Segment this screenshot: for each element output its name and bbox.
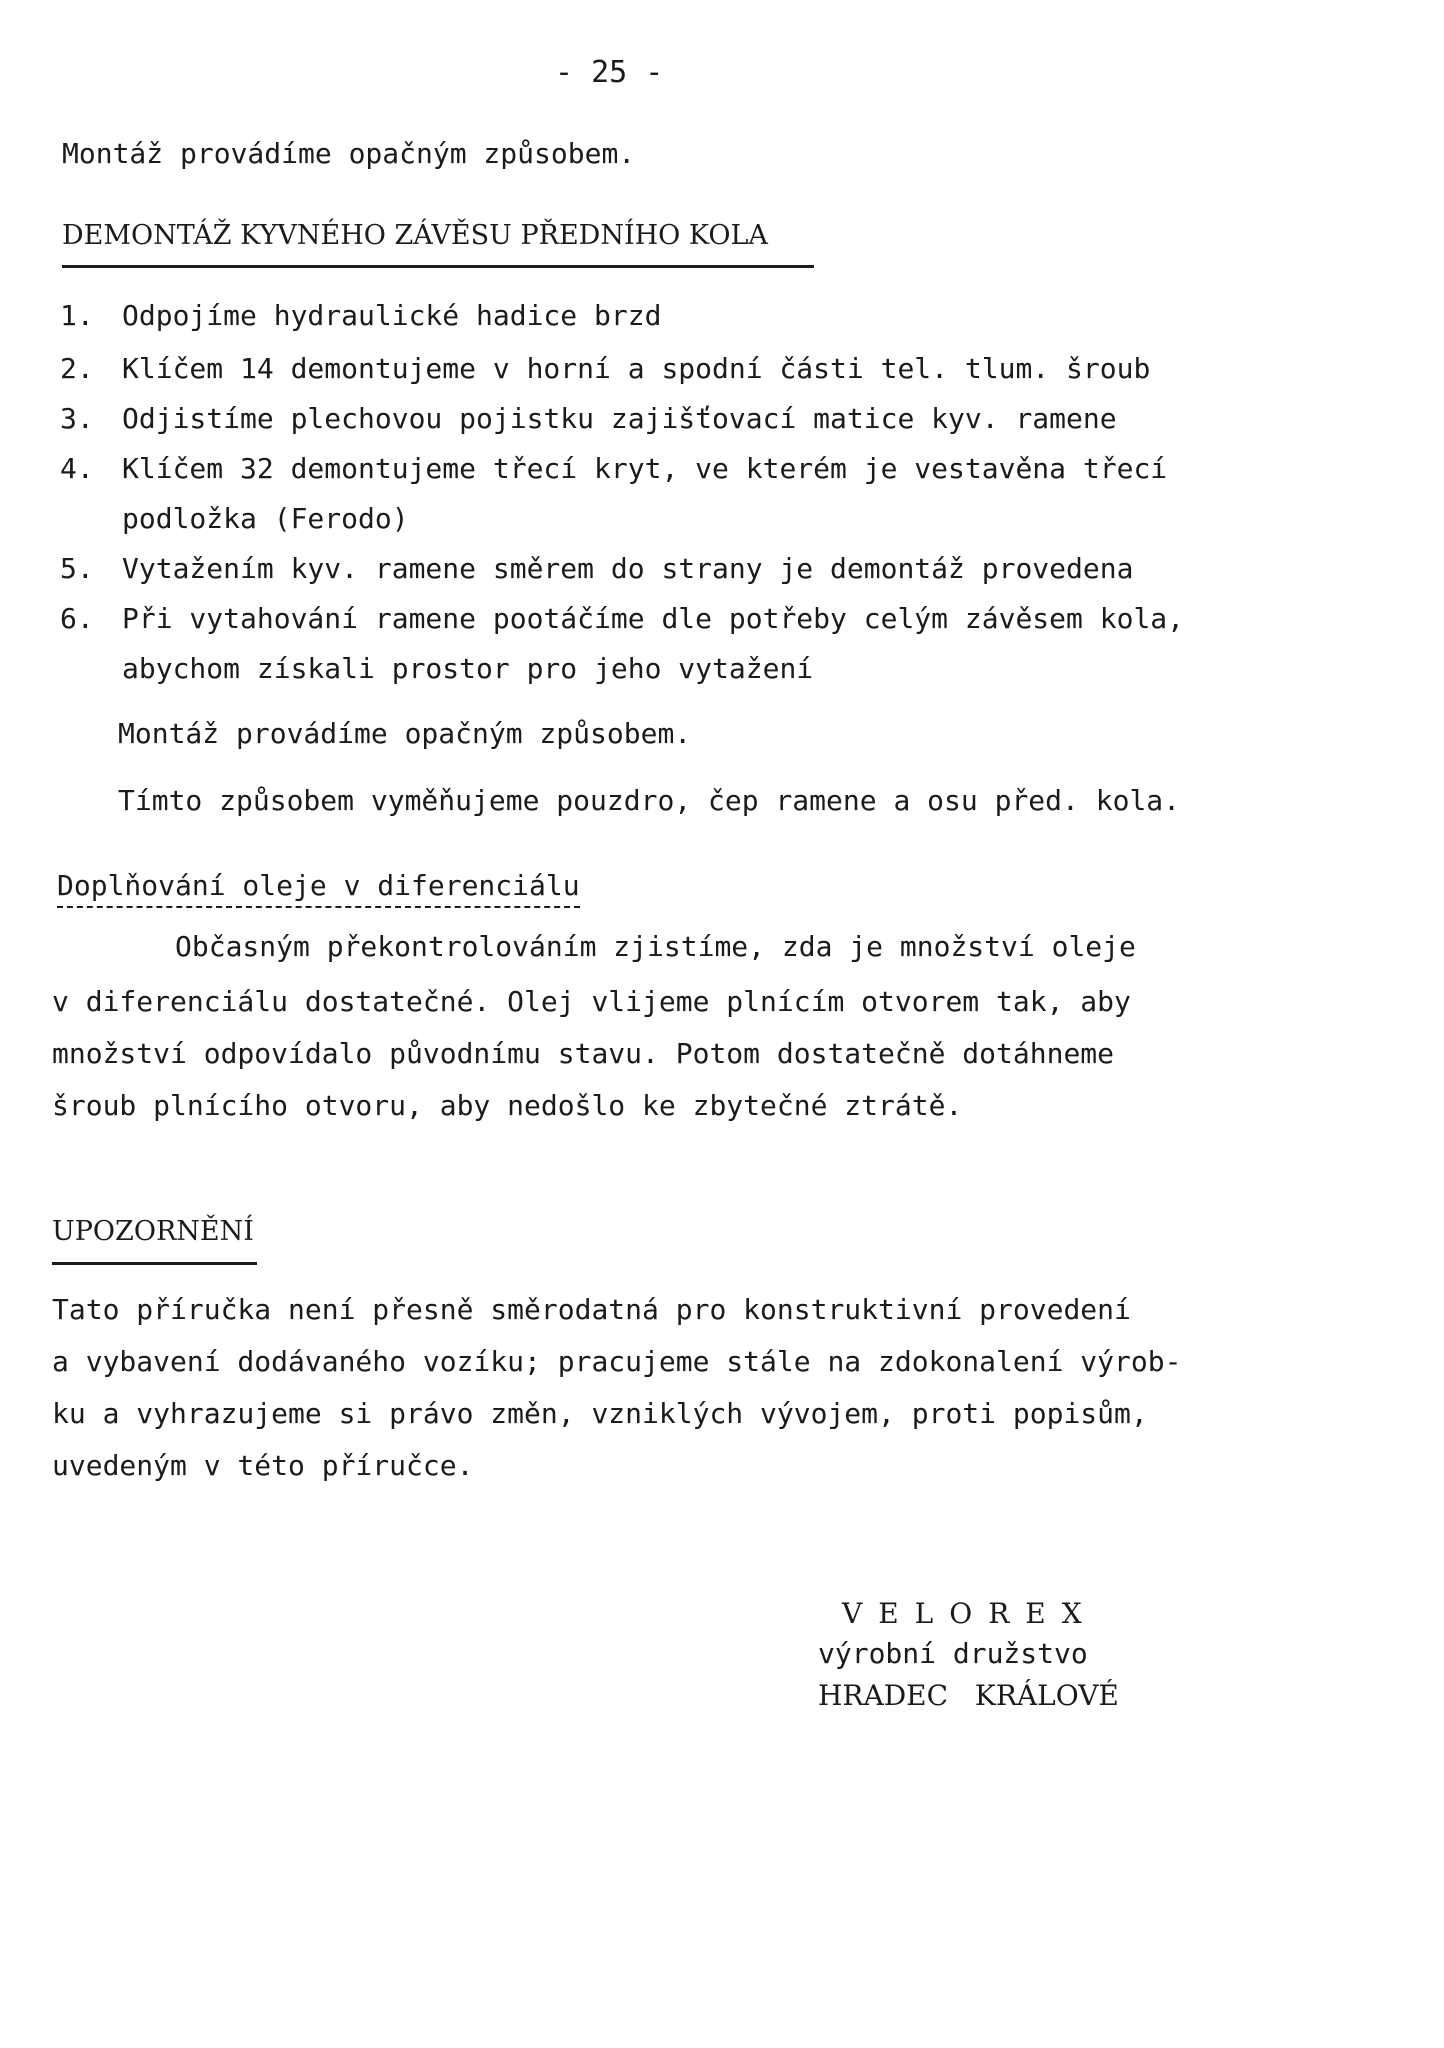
step-text-continuation: abychom získali prostor pro jeho vytažení <box>122 652 814 685</box>
paragraph-line: a vybavení dodávaného vozíku; pracujeme stále na zdokonalení výrob- <box>52 1345 1182 1378</box>
step-text: Klíčem 32 demontujeme třecí kryt, ve kterém je vestavěna třecí <box>122 452 1168 485</box>
section-heading-warning: UPOZORNĚNÍ <box>52 1216 254 1247</box>
step-text: Odpojíme hydraulické hadice brzd <box>122 299 662 332</box>
step-text-continuation: podložka (Ferodo) <box>122 502 409 535</box>
paragraph-line: Tato příručka není přesně směrodatná pro konstruktivní provedení <box>52 1293 1131 1326</box>
company-type: výrobní družstvo <box>818 1637 1088 1670</box>
intro-sentence: Montáž provádíme opačným způsobem. <box>62 137 636 170</box>
paragraph-line: ku a vyhrazujeme si právo změn, vzniklých vývojem, proti popisům, <box>52 1397 1148 1430</box>
paragraph-line: množství odpovídalo původnímu stavu. Potom dostatečně dotáhneme <box>52 1037 1115 1070</box>
step-number: 1. <box>60 299 94 332</box>
section-heading-disassembly: DEMONTÁŽ KYVNÉHO ZÁVĚSU PŘEDNÍHO KOLA <box>62 220 768 251</box>
company-name: VELOREX <box>842 1597 1098 1630</box>
step-number: 4. <box>60 452 94 485</box>
paragraph-line: šroub plnícího otvoru, aby nedošlo ke zbytečné ztrátě. <box>52 1089 963 1122</box>
step-text: Při vytahování ramene pootáčíme dle potřeby celým závěsem kola, <box>122 602 1185 635</box>
heading-rule <box>52 1262 257 1265</box>
paragraph-line: v diferenciálu dostatečné. Olej vlijeme plnícím otvorem tak, aby <box>52 985 1131 1018</box>
heading-rule <box>62 265 814 268</box>
step-text: Klíčem 14 demontujeme v horní a spodní části tel. tlum. šroub <box>122 352 1151 385</box>
replacement-note: Tímto způsobem vyměňujeme pouzdro, čep ramene a osu před. kola. <box>118 784 1181 817</box>
step-number: 5. <box>60 552 94 585</box>
company-city: HRADEC KRÁLOVÉ <box>818 1679 1119 1712</box>
step-number: 3. <box>60 402 94 435</box>
assembly-note: Montáž provádíme opačným způsobem. <box>118 717 692 750</box>
section-heading-differential <box>57 869 580 902</box>
step-text: Vytažením kyv. ramene směrem do strany je demontáž provedena <box>122 552 1134 585</box>
step-text: Odjistíme plechovou pojistku zajišťovací matice kyv. ramene <box>122 402 1117 435</box>
step-number: 6. <box>60 602 94 635</box>
paragraph-line: Občasným překontrolováním zjistíme, zda je množství oleje <box>175 930 1136 963</box>
page-number: - 25 - <box>555 55 664 90</box>
section-heading-differential-text: Doplňování oleje v diferenciálu <box>57 869 580 908</box>
paragraph-line: uvedeným v této příručce. <box>52 1449 474 1482</box>
step-number: 2. <box>60 352 94 385</box>
